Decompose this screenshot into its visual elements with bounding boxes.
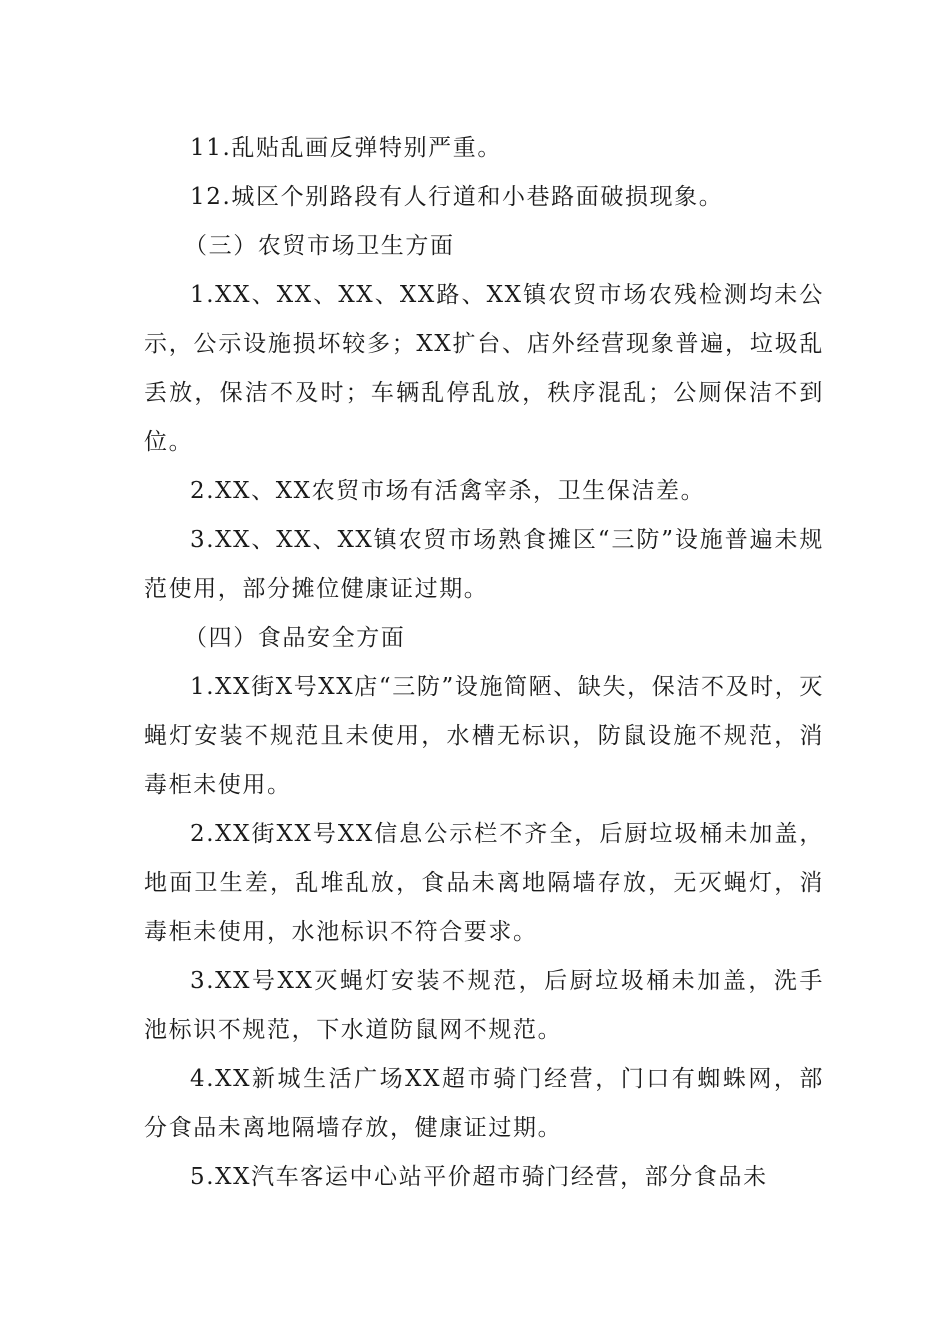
paragraph-food-5: 5.XX汽车客运中心站平价超市骑门经营，部分食品未 <box>190 1164 768 1190</box>
paragraph-item-11: 11.乱贴乱画反弹特别严重。 <box>190 135 502 161</box>
section-heading-4: （四）食品安全方面 <box>184 625 406 651</box>
section-heading-3: （三）农贸市场卫生方面 <box>184 233 455 259</box>
paragraph-market-1: 1.XX、XX、XX、XX路、XX镇农贸市场农残检测均未公示，公示设施损坏较多；XX扩台、店外经营现象普遍，垃圾乱丢放，保洁不及时；车辆乱停乱放，秩序混乱；公厕保洁不到位。 <box>144 282 824 455</box>
document-body <box>144 124 824 1202</box>
paragraph-market-2: 2.XX、XX农贸市场有活禽宰杀，卫生保洁差。 <box>190 478 706 504</box>
paragraph-food-4: 4.XX新城生活广场XX超市骑门经营，门口有蜘蛛网，部分食品未离地隔墙存放，健康证过期。 <box>144 1066 824 1141</box>
paragraph-item-12: 12.城区个别路段有人行道和小巷路面破损现象。 <box>190 184 724 210</box>
paragraph-food-2: 2.XX街XX号XX信息公示栏不齐全，后厨垃圾桶未加盖，地面卫生差，乱堆乱放，食品未离地隔墙存放，无灭蝇灯，消毒柜未使用，水池标识不符合要求。 <box>144 821 824 945</box>
paragraph-food-3: 3.XX号XX灭蝇灯安装不规范，后厨垃圾桶未加盖，洗手池标识不规范，下水道防鼠网不规范。 <box>144 968 824 1043</box>
paragraph-market-3: 3.XX、XX、XX镇农贸市场熟食摊区“三防”设施普遍未规范使用，部分摊位健康证过期。 <box>144 527 824 602</box>
paragraph-food-1: 1.XX街X号XX店“三防”设施简陋、缺失，保洁不及时，灭蝇灯安装不规范且未使用，水槽无标识，防鼠设施不规范，消毒柜未使用。 <box>144 674 824 798</box>
